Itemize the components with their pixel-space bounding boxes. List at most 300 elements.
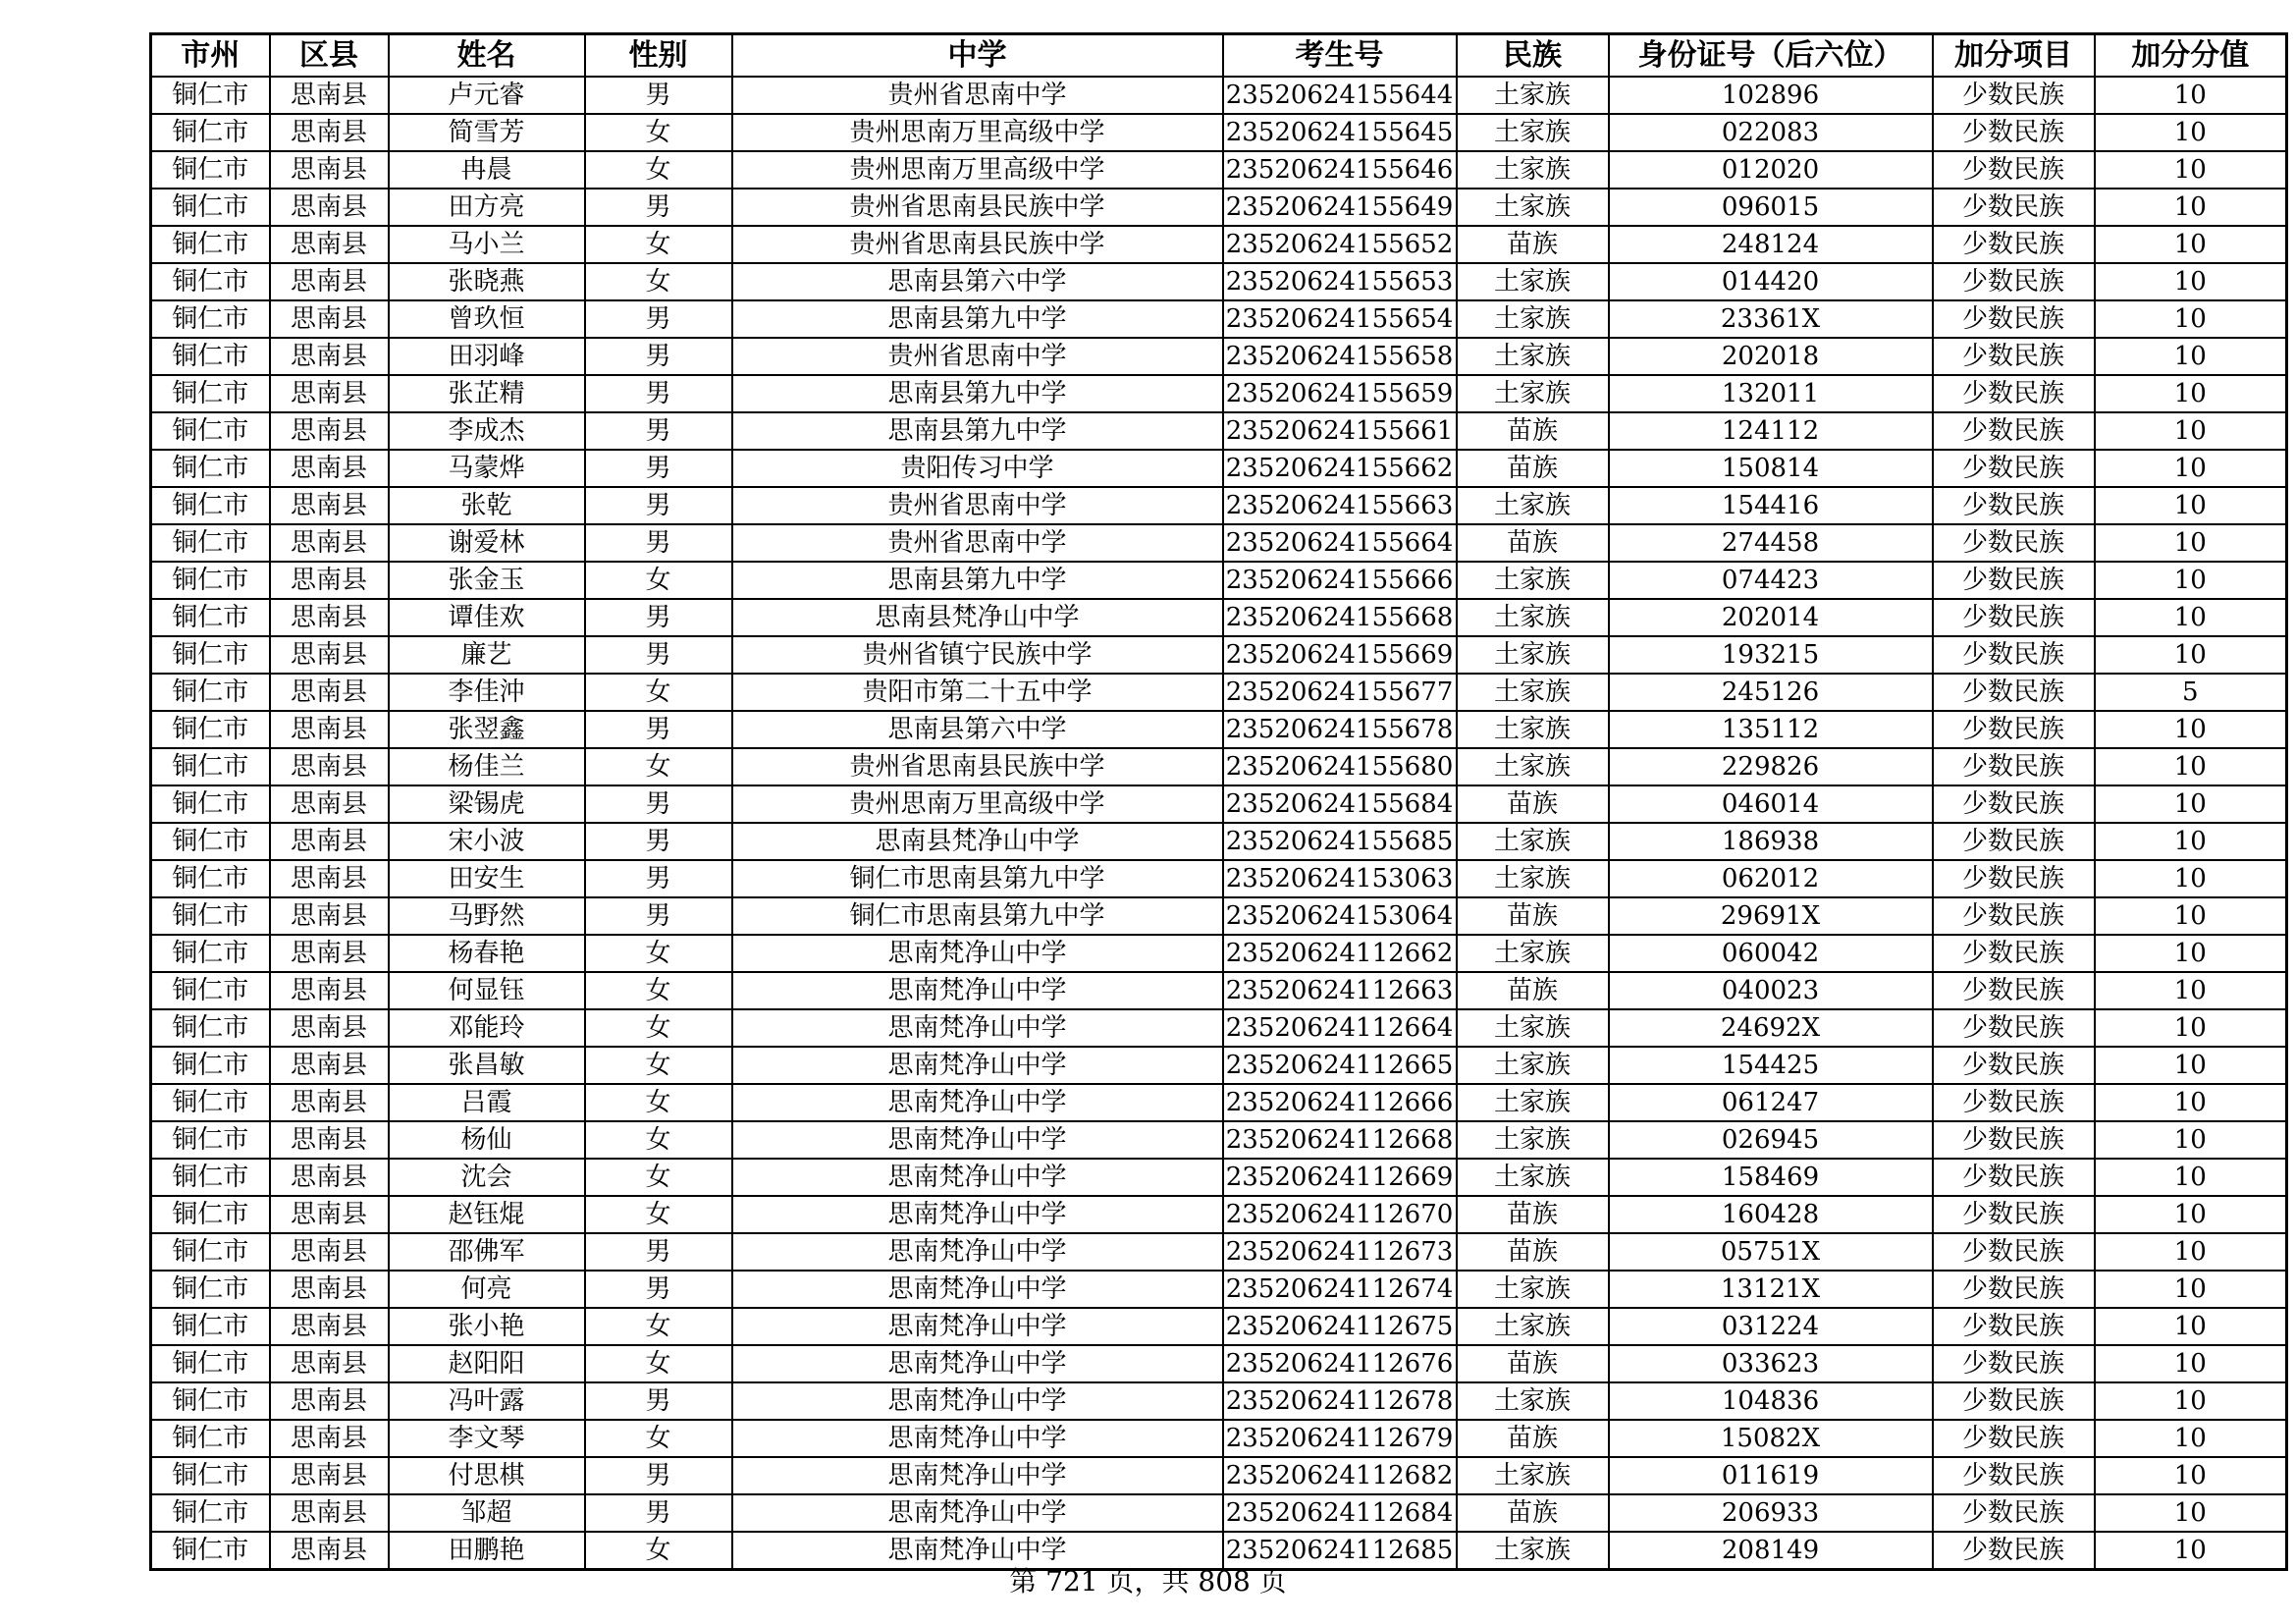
table-row bbox=[151, 1159, 2287, 1196]
cell-county: 思南县 bbox=[270, 189, 389, 226]
cell-name: 吕霞 bbox=[389, 1084, 585, 1121]
cell-exam-number: 23520624155645 bbox=[1223, 114, 1457, 151]
cell-school: 思南梵净山中学 bbox=[732, 1382, 1223, 1420]
cell-gender: 男 bbox=[585, 375, 732, 412]
table-row bbox=[151, 412, 2287, 450]
cell-school: 思南县第九中学 bbox=[732, 300, 1223, 338]
table-row bbox=[151, 1233, 2287, 1271]
cell-ethnicity: 土家族 bbox=[1457, 711, 1609, 748]
table-row bbox=[151, 1271, 2287, 1308]
cell-school: 铜仁市思南县第九中学 bbox=[732, 860, 1223, 897]
cell-school: 铜仁市思南县第九中学 bbox=[732, 897, 1223, 935]
cell-name: 马蒙烨 bbox=[389, 450, 585, 487]
cell-school: 贵阳传习中学 bbox=[732, 450, 1223, 487]
cell-name: 马野然 bbox=[389, 897, 585, 935]
cell-ethnicity: 苗族 bbox=[1457, 1196, 1609, 1233]
cell-bonus-item: 少数民族 bbox=[1933, 636, 2095, 674]
cell-school: 思南梵净山中学 bbox=[732, 1532, 1223, 1570]
cell-city: 铜仁市 bbox=[151, 1457, 270, 1494]
table-row bbox=[151, 897, 2287, 935]
cell-bonus-value: 10 bbox=[2095, 1271, 2287, 1308]
cell-bonus-item: 少数民族 bbox=[1933, 1420, 2095, 1457]
cell-name: 冉晨 bbox=[389, 151, 585, 189]
cell-county: 思南县 bbox=[270, 636, 389, 674]
cell-ethnicity: 土家族 bbox=[1457, 935, 1609, 972]
cell-id-last-six: 229826 bbox=[1609, 748, 1933, 785]
cell-id-last-six: 074423 bbox=[1609, 562, 1933, 599]
cell-bonus-item: 少数民族 bbox=[1933, 599, 2095, 636]
table-row bbox=[151, 823, 2287, 860]
cell-name: 张翌鑫 bbox=[389, 711, 585, 748]
cell-exam-number: 23520624155678 bbox=[1223, 711, 1457, 748]
cell-ethnicity: 土家族 bbox=[1457, 300, 1609, 338]
cell-exam-number: 23520624112676 bbox=[1223, 1345, 1457, 1382]
header-school: 中学 bbox=[732, 34, 1223, 78]
cell-exam-number: 23520624112679 bbox=[1223, 1420, 1457, 1457]
cell-county: 思南县 bbox=[270, 1308, 389, 1345]
cell-gender: 男 bbox=[585, 450, 732, 487]
cell-school: 贵州思南万里高级中学 bbox=[732, 114, 1223, 151]
cell-county: 思南县 bbox=[270, 1494, 389, 1532]
cell-ethnicity: 土家族 bbox=[1457, 151, 1609, 189]
cell-bonus-value: 10 bbox=[2095, 1532, 2287, 1570]
cell-exam-number: 23520624155664 bbox=[1223, 524, 1457, 562]
cell-bonus-item: 少数民族 bbox=[1933, 1382, 2095, 1420]
cell-county: 思南县 bbox=[270, 300, 389, 338]
cell-ethnicity: 土家族 bbox=[1457, 1457, 1609, 1494]
cell-id-last-six: 011619 bbox=[1609, 1457, 1933, 1494]
cell-bonus-item: 少数民族 bbox=[1933, 77, 2095, 114]
cell-school: 思南梵净山中学 bbox=[732, 1420, 1223, 1457]
cell-id-last-six: 202014 bbox=[1609, 599, 1933, 636]
cell-bonus-value: 10 bbox=[2095, 226, 2287, 263]
table-row bbox=[151, 636, 2287, 674]
table-row bbox=[151, 1196, 2287, 1233]
cell-county: 思南县 bbox=[270, 375, 389, 412]
cell-id-last-six: 124112 bbox=[1609, 412, 1933, 450]
cell-name: 谭佳欢 bbox=[389, 599, 585, 636]
header-ethnicity: 民族 bbox=[1457, 34, 1609, 78]
cell-name: 田方亮 bbox=[389, 189, 585, 226]
cell-bonus-value: 10 bbox=[2095, 1420, 2287, 1457]
cell-ethnicity: 苗族 bbox=[1457, 972, 1609, 1009]
cell-city: 铜仁市 bbox=[151, 189, 270, 226]
cell-city: 铜仁市 bbox=[151, 375, 270, 412]
cell-gender: 男 bbox=[585, 636, 732, 674]
cell-county: 思南县 bbox=[270, 77, 389, 114]
cell-school: 思南梵净山中学 bbox=[732, 1084, 1223, 1121]
cell-name: 何亮 bbox=[389, 1271, 585, 1308]
cell-ethnicity: 土家族 bbox=[1457, 1308, 1609, 1345]
cell-ethnicity: 土家族 bbox=[1457, 674, 1609, 711]
cell-ethnicity: 苗族 bbox=[1457, 524, 1609, 562]
cell-gender: 男 bbox=[585, 524, 732, 562]
cell-bonus-item: 少数民族 bbox=[1933, 263, 2095, 300]
cell-bonus-item: 少数民族 bbox=[1933, 338, 2095, 375]
table-row bbox=[151, 935, 2287, 972]
cell-county: 思南县 bbox=[270, 1047, 389, 1084]
cell-city: 铜仁市 bbox=[151, 412, 270, 450]
cell-bonus-value: 10 bbox=[2095, 487, 2287, 524]
cell-name: 宋小波 bbox=[389, 823, 585, 860]
table-row bbox=[151, 151, 2287, 189]
cell-bonus-value: 10 bbox=[2095, 748, 2287, 785]
cell-city: 铜仁市 bbox=[151, 748, 270, 785]
cell-school: 思南梵净山中学 bbox=[732, 1009, 1223, 1047]
cell-city: 铜仁市 bbox=[151, 114, 270, 151]
cell-county: 思南县 bbox=[270, 1382, 389, 1420]
cell-city: 铜仁市 bbox=[151, 300, 270, 338]
cell-bonus-value: 10 bbox=[2095, 1345, 2287, 1382]
cell-gender: 男 bbox=[585, 711, 732, 748]
table-row bbox=[151, 1382, 2287, 1420]
cell-id-last-six: 154425 bbox=[1609, 1047, 1933, 1084]
cell-id-last-six: 060042 bbox=[1609, 935, 1933, 972]
cell-bonus-value: 10 bbox=[2095, 1121, 2287, 1159]
cell-county: 思南县 bbox=[270, 226, 389, 263]
cell-bonus-item: 少数民族 bbox=[1933, 412, 2095, 450]
cell-gender: 男 bbox=[585, 1382, 732, 1420]
cell-exam-number: 23520624155662 bbox=[1223, 450, 1457, 487]
table-row bbox=[151, 748, 2287, 785]
cell-city: 铜仁市 bbox=[151, 599, 270, 636]
cell-exam-number: 23520624155653 bbox=[1223, 263, 1457, 300]
cell-bonus-value: 10 bbox=[2095, 1494, 2287, 1532]
cell-bonus-item: 少数民族 bbox=[1933, 748, 2095, 785]
cell-id-last-six: 208149 bbox=[1609, 1532, 1933, 1570]
cell-bonus-value: 5 bbox=[2095, 674, 2287, 711]
cell-ethnicity: 土家族 bbox=[1457, 860, 1609, 897]
cell-bonus-value: 10 bbox=[2095, 375, 2287, 412]
cell-exam-number: 23520624155646 bbox=[1223, 151, 1457, 189]
cell-name: 田羽峰 bbox=[389, 338, 585, 375]
cell-gender: 男 bbox=[585, 338, 732, 375]
cell-exam-number: 23520624112684 bbox=[1223, 1494, 1457, 1532]
cell-gender: 男 bbox=[585, 1271, 732, 1308]
cell-bonus-value: 10 bbox=[2095, 189, 2287, 226]
cell-bonus-value: 10 bbox=[2095, 300, 2287, 338]
header-city: 市州 bbox=[151, 34, 270, 78]
table-row bbox=[151, 338, 2287, 375]
cell-ethnicity: 苗族 bbox=[1457, 1494, 1609, 1532]
cell-bonus-item: 少数民族 bbox=[1933, 1009, 2095, 1047]
cell-ethnicity: 土家族 bbox=[1457, 487, 1609, 524]
cell-school: 贵州省思南县民族中学 bbox=[732, 226, 1223, 263]
cell-exam-number: 23520624112682 bbox=[1223, 1457, 1457, 1494]
cell-gender: 女 bbox=[585, 1084, 732, 1121]
cell-county: 思南县 bbox=[270, 1420, 389, 1457]
cell-exam-number: 23520624155663 bbox=[1223, 487, 1457, 524]
cell-exam-number: 23520624155666 bbox=[1223, 562, 1457, 599]
cell-bonus-value: 10 bbox=[2095, 562, 2287, 599]
cell-bonus-item: 少数民族 bbox=[1933, 1084, 2095, 1121]
cell-ethnicity: 苗族 bbox=[1457, 1420, 1609, 1457]
cell-id-last-six: 202018 bbox=[1609, 338, 1933, 375]
cell-county: 思南县 bbox=[270, 785, 389, 823]
cell-name: 廉艺 bbox=[389, 636, 585, 674]
table-row bbox=[151, 599, 2287, 636]
cell-school: 贵州省思南县民族中学 bbox=[732, 748, 1223, 785]
cell-school: 思南梵净山中学 bbox=[732, 1271, 1223, 1308]
cell-school: 思南梵净山中学 bbox=[732, 1345, 1223, 1382]
cell-name: 杨春艳 bbox=[389, 935, 585, 972]
cell-bonus-item: 少数民族 bbox=[1933, 1457, 2095, 1494]
cell-gender: 女 bbox=[585, 935, 732, 972]
cell-county: 思南县 bbox=[270, 823, 389, 860]
cell-gender: 女 bbox=[585, 263, 732, 300]
cell-name: 谢爱林 bbox=[389, 524, 585, 562]
cell-exam-number: 23520624153064 bbox=[1223, 897, 1457, 935]
table-row bbox=[151, 1420, 2287, 1457]
cell-city: 铜仁市 bbox=[151, 1159, 270, 1196]
table-row bbox=[151, 450, 2287, 487]
cell-bonus-item: 少数民族 bbox=[1933, 972, 2095, 1009]
table-row bbox=[151, 972, 2287, 1009]
cell-exam-number: 23520624112675 bbox=[1223, 1308, 1457, 1345]
cell-bonus-item: 少数民族 bbox=[1933, 189, 2095, 226]
cell-id-last-six: 24692X bbox=[1609, 1009, 1933, 1047]
cell-id-last-six: 29691X bbox=[1609, 897, 1933, 935]
header-name: 姓名 bbox=[389, 34, 585, 78]
table-row bbox=[151, 77, 2287, 114]
cell-school: 思南梵净山中学 bbox=[732, 1196, 1223, 1233]
cell-exam-number: 23520624155649 bbox=[1223, 189, 1457, 226]
cell-id-last-six: 05751X bbox=[1609, 1233, 1933, 1271]
cell-ethnicity: 苗族 bbox=[1457, 450, 1609, 487]
cell-bonus-value: 10 bbox=[2095, 524, 2287, 562]
cell-name: 简雪芳 bbox=[389, 114, 585, 151]
cell-ethnicity: 土家族 bbox=[1457, 1159, 1609, 1196]
cell-id-last-six: 061247 bbox=[1609, 1084, 1933, 1121]
cell-city: 铜仁市 bbox=[151, 823, 270, 860]
cell-bonus-item: 少数民族 bbox=[1933, 151, 2095, 189]
cell-exam-number: 23520624153063 bbox=[1223, 860, 1457, 897]
table-row bbox=[151, 226, 2287, 263]
cell-school: 思南县第六中学 bbox=[732, 711, 1223, 748]
cell-city: 铜仁市 bbox=[151, 77, 270, 114]
cell-id-last-six: 23361X bbox=[1609, 300, 1933, 338]
cell-county: 思南县 bbox=[270, 972, 389, 1009]
cell-gender: 女 bbox=[585, 1420, 732, 1457]
cell-bonus-value: 10 bbox=[2095, 338, 2287, 375]
cell-county: 思南县 bbox=[270, 897, 389, 935]
cell-name: 邹超 bbox=[389, 1494, 585, 1532]
cell-bonus-item: 少数民族 bbox=[1933, 1196, 2095, 1233]
cell-exam-number: 23520624112668 bbox=[1223, 1121, 1457, 1159]
cell-bonus-value: 10 bbox=[2095, 599, 2287, 636]
cell-bonus-item: 少数民族 bbox=[1933, 1047, 2095, 1084]
cell-county: 思南县 bbox=[270, 1121, 389, 1159]
cell-gender: 女 bbox=[585, 1308, 732, 1345]
table-row bbox=[151, 189, 2287, 226]
header-bonus-value: 加分分值 bbox=[2095, 34, 2287, 78]
cell-bonus-value: 10 bbox=[2095, 1084, 2287, 1121]
cell-school: 思南梵净山中学 bbox=[732, 1233, 1223, 1271]
header-county: 区县 bbox=[270, 34, 389, 78]
table-body bbox=[151, 77, 2287, 1570]
cell-bonus-item: 少数民族 bbox=[1933, 823, 2095, 860]
cell-exam-number: 23520624155652 bbox=[1223, 226, 1457, 263]
cell-gender: 女 bbox=[585, 748, 732, 785]
cell-ethnicity: 土家族 bbox=[1457, 1382, 1609, 1420]
cell-school: 思南县第六中学 bbox=[732, 263, 1223, 300]
cell-county: 思南县 bbox=[270, 1532, 389, 1570]
cell-id-last-six: 012020 bbox=[1609, 151, 1933, 189]
cell-id-last-six: 206933 bbox=[1609, 1494, 1933, 1532]
cell-county: 思南县 bbox=[270, 935, 389, 972]
cell-gender: 女 bbox=[585, 1159, 732, 1196]
cell-city: 铜仁市 bbox=[151, 1121, 270, 1159]
cell-bonus-value: 10 bbox=[2095, 636, 2287, 674]
cell-name: 赵钰焜 bbox=[389, 1196, 585, 1233]
cell-ethnicity: 土家族 bbox=[1457, 375, 1609, 412]
cell-county: 思南县 bbox=[270, 1271, 389, 1308]
table-row bbox=[151, 1345, 2287, 1382]
cell-county: 思南县 bbox=[270, 1084, 389, 1121]
cell-id-last-six: 132011 bbox=[1609, 375, 1933, 412]
cell-name: 杨佳兰 bbox=[389, 748, 585, 785]
cell-id-last-six: 154416 bbox=[1609, 487, 1933, 524]
table-row bbox=[151, 711, 2287, 748]
cell-school: 思南县第九中学 bbox=[732, 412, 1223, 450]
cell-school: 思南梵净山中学 bbox=[732, 1494, 1223, 1532]
cell-county: 思南县 bbox=[270, 1233, 389, 1271]
cell-gender: 女 bbox=[585, 972, 732, 1009]
cell-gender: 女 bbox=[585, 1047, 732, 1084]
cell-gender: 女 bbox=[585, 1121, 732, 1159]
cell-bonus-value: 10 bbox=[2095, 1308, 2287, 1345]
cell-bonus-value: 10 bbox=[2095, 823, 2287, 860]
header-bonus-item: 加分项目 bbox=[1933, 34, 2095, 78]
cell-school: 思南县第九中学 bbox=[732, 375, 1223, 412]
cell-id-last-six: 040023 bbox=[1609, 972, 1933, 1009]
cell-gender: 男 bbox=[585, 487, 732, 524]
cell-exam-number: 23520624155684 bbox=[1223, 785, 1457, 823]
cell-exam-number: 23520624112669 bbox=[1223, 1159, 1457, 1196]
cell-exam-number: 23520624155658 bbox=[1223, 338, 1457, 375]
table-row bbox=[151, 487, 2287, 524]
cell-exam-number: 23520624155644 bbox=[1223, 77, 1457, 114]
cell-school: 贵州省思南中学 bbox=[732, 524, 1223, 562]
cell-city: 铜仁市 bbox=[151, 151, 270, 189]
cell-bonus-item: 少数民族 bbox=[1933, 785, 2095, 823]
cell-gender: 女 bbox=[585, 151, 732, 189]
cell-bonus-item: 少数民族 bbox=[1933, 674, 2095, 711]
cell-city: 铜仁市 bbox=[151, 338, 270, 375]
cell-bonus-item: 少数民族 bbox=[1933, 450, 2095, 487]
cell-city: 铜仁市 bbox=[151, 1084, 270, 1121]
cell-city: 铜仁市 bbox=[151, 1494, 270, 1532]
cell-bonus-value: 10 bbox=[2095, 77, 2287, 114]
cell-bonus-value: 10 bbox=[2095, 1196, 2287, 1233]
cell-bonus-value: 10 bbox=[2095, 1233, 2287, 1271]
cell-bonus-item: 少数民族 bbox=[1933, 935, 2095, 972]
cell-exam-number: 23520624112670 bbox=[1223, 1196, 1457, 1233]
cell-name: 沈会 bbox=[389, 1159, 585, 1196]
cell-id-last-six: 245126 bbox=[1609, 674, 1933, 711]
table-row bbox=[151, 674, 2287, 711]
cell-county: 思南县 bbox=[270, 114, 389, 151]
cell-city: 铜仁市 bbox=[151, 263, 270, 300]
cell-school: 贵州省思南中学 bbox=[732, 338, 1223, 375]
table-row bbox=[151, 1121, 2287, 1159]
cell-name: 杨仙 bbox=[389, 1121, 585, 1159]
cell-gender: 男 bbox=[585, 189, 732, 226]
cell-school: 思南梵净山中学 bbox=[732, 972, 1223, 1009]
cell-county: 思南县 bbox=[270, 412, 389, 450]
cell-name: 马小兰 bbox=[389, 226, 585, 263]
cell-gender: 女 bbox=[585, 114, 732, 151]
cell-exam-number: 23520624112666 bbox=[1223, 1084, 1457, 1121]
cell-city: 铜仁市 bbox=[151, 1196, 270, 1233]
cell-name: 张小艳 bbox=[389, 1308, 585, 1345]
table-row bbox=[151, 524, 2287, 562]
cell-gender: 女 bbox=[585, 226, 732, 263]
cell-name: 何显钰 bbox=[389, 972, 585, 1009]
cell-id-last-six: 022083 bbox=[1609, 114, 1933, 151]
cell-id-last-six: 014420 bbox=[1609, 263, 1933, 300]
cell-id-last-six: 031224 bbox=[1609, 1308, 1933, 1345]
cell-ethnicity: 苗族 bbox=[1457, 1233, 1609, 1271]
cell-name: 赵阳阳 bbox=[389, 1345, 585, 1382]
cell-bonus-value: 10 bbox=[2095, 897, 2287, 935]
cell-gender: 男 bbox=[585, 1457, 732, 1494]
cell-school: 思南县梵净山中学 bbox=[732, 599, 1223, 636]
cell-city: 铜仁市 bbox=[151, 562, 270, 599]
cell-name: 张乾 bbox=[389, 487, 585, 524]
cell-school: 思南梵净山中学 bbox=[732, 935, 1223, 972]
cell-county: 思南县 bbox=[270, 674, 389, 711]
cell-bonus-item: 少数民族 bbox=[1933, 562, 2095, 599]
cell-ethnicity: 苗族 bbox=[1457, 1345, 1609, 1382]
cell-school: 思南县第九中学 bbox=[732, 562, 1223, 599]
header-gender: 性别 bbox=[585, 34, 732, 78]
cell-city: 铜仁市 bbox=[151, 1345, 270, 1382]
cell-county: 思南县 bbox=[270, 487, 389, 524]
cell-ethnicity: 土家族 bbox=[1457, 114, 1609, 151]
cell-school: 贵阳市第二十五中学 bbox=[732, 674, 1223, 711]
cell-school: 思南梵净山中学 bbox=[732, 1308, 1223, 1345]
cell-exam-number: 23520624155659 bbox=[1223, 375, 1457, 412]
cell-city: 铜仁市 bbox=[151, 860, 270, 897]
cell-ethnicity: 土家族 bbox=[1457, 636, 1609, 674]
cell-gender: 女 bbox=[585, 1009, 732, 1047]
cell-ethnicity: 苗族 bbox=[1457, 785, 1609, 823]
cell-bonus-item: 少数民族 bbox=[1933, 1308, 2095, 1345]
cell-ethnicity: 土家族 bbox=[1457, 599, 1609, 636]
cell-county: 思南县 bbox=[270, 748, 389, 785]
cell-name: 张金玉 bbox=[389, 562, 585, 599]
cell-id-last-six: 033623 bbox=[1609, 1345, 1933, 1382]
cell-id-last-six: 193215 bbox=[1609, 636, 1933, 674]
table-row bbox=[151, 1009, 2287, 1047]
cell-gender: 女 bbox=[585, 1532, 732, 1570]
cell-gender: 男 bbox=[585, 77, 732, 114]
cell-ethnicity: 土家族 bbox=[1457, 1532, 1609, 1570]
cell-name: 张昌敏 bbox=[389, 1047, 585, 1084]
cell-city: 铜仁市 bbox=[151, 1532, 270, 1570]
cell-bonus-value: 10 bbox=[2095, 1159, 2287, 1196]
cell-exam-number: 23520624112678 bbox=[1223, 1382, 1457, 1420]
cell-bonus-item: 少数民族 bbox=[1933, 897, 2095, 935]
cell-city: 铜仁市 bbox=[151, 897, 270, 935]
cell-bonus-item: 少数民族 bbox=[1933, 375, 2095, 412]
cell-bonus-item: 少数民族 bbox=[1933, 711, 2095, 748]
cell-id-last-six: 274458 bbox=[1609, 524, 1933, 562]
cell-id-last-six: 102896 bbox=[1609, 77, 1933, 114]
cell-bonus-value: 10 bbox=[2095, 114, 2287, 151]
cell-name: 梁锡虎 bbox=[389, 785, 585, 823]
